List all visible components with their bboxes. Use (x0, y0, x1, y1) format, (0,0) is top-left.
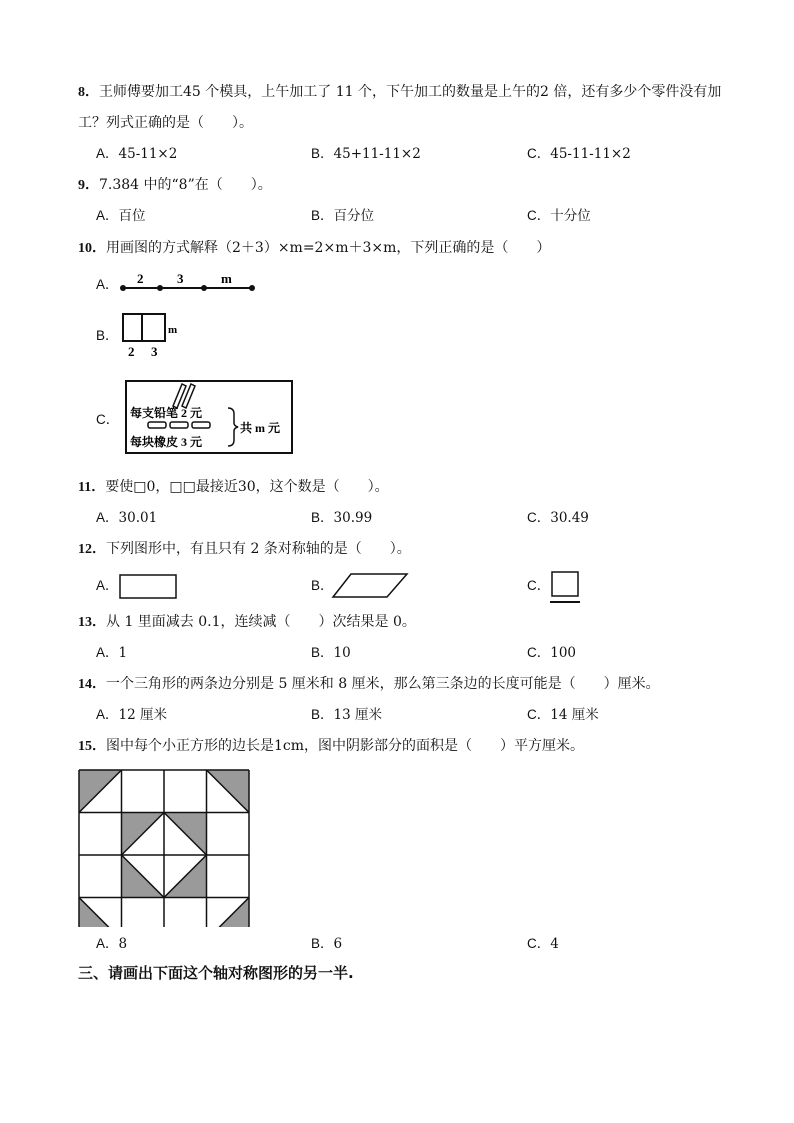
eraser-icon (192, 422, 210, 428)
question-12: 12．下列图形中，有且只有 2 条对称轴的是（ ）。 (78, 541, 411, 557)
question-number: 9 (78, 178, 85, 193)
segment-label: 2 (137, 271, 144, 286)
section-title: 三、请画出下面这个轴对称图形的另一半. (78, 964, 354, 982)
option-a[interactable]: A．12 厘米 (96, 707, 167, 723)
question-number: 8 (78, 85, 85, 100)
option-c[interactable]: C．十分位 (527, 208, 591, 224)
question-9: 9．7.384 中的“8”在（ ）。 (78, 177, 272, 193)
pencil-icon (182, 384, 195, 408)
brace (228, 408, 238, 446)
segment-label: 3 (177, 271, 184, 286)
option-a[interactable]: A． (96, 277, 119, 292)
question-number: 15 (78, 739, 92, 754)
question-15: 15．图中每个小正方形的边长是1cm，图中阴影部分的面积是（ ）平方厘米。 (78, 738, 585, 754)
eraser-icon (170, 422, 188, 428)
question-text: 图中每个小正方形的边长是1cm，图中阴影部分的面积是（ ）平方厘米。 (106, 738, 585, 754)
bottom-label: 2 (128, 344, 135, 359)
question-number: 10 (78, 241, 92, 256)
question-text: 从 1 里面减去 0.1，连续减（ ）次结果是 0。 (106, 614, 416, 630)
pencil-icon (173, 384, 186, 408)
question-text: 要使□0，□□最接近30，这个数是（ ）。 (105, 479, 389, 495)
question-11: 11．要使□0，□□最接近30，这个数是（ ）。 (78, 479, 389, 495)
rectangle-shape (118, 573, 180, 601)
pencil-eraser-figure (118, 376, 298, 458)
question-text: 用画图的方式解释（2＋3）×m=2×m＋3×m，下列正确的是（ ） (106, 240, 551, 256)
option-b[interactable]: B．6 (311, 936, 343, 952)
rectangle-area-figure (118, 310, 188, 360)
shaded-triangle (207, 898, 250, 928)
option-b[interactable]: B． (311, 578, 334, 593)
option-a[interactable]: A．1 (96, 645, 128, 661)
option-a[interactable]: A． (96, 578, 119, 593)
option-c[interactable]: C．4 (527, 936, 559, 952)
option-c[interactable]: C．14 厘米 (527, 707, 599, 723)
question-number: 13 (78, 615, 92, 630)
option-c[interactable]: C．100 (527, 645, 577, 661)
pencil-price: 每支铅笔 2 元 (130, 406, 203, 420)
option-b[interactable]: B． (96, 328, 119, 343)
question-text: 下列图形中，有且只有 2 条对称轴的是（ ）。 (106, 541, 411, 557)
question-14: 14．一个三角形的两条边分别是 5 厘米和 8 厘米，那么第三条边的长度可能是（ ）厘米。 (78, 676, 660, 692)
question-number: 14 (78, 677, 92, 692)
question-8: 8．王师傅要加工45 个模具，上午加工了 11 个，下午加工的数量是上午的2 倍，还有多少个零件没有加 (78, 84, 722, 100)
number-line-figure (118, 268, 258, 296)
option-a[interactable]: A．45-11×2 (96, 146, 178, 162)
question-13: 13．从 1 里面减去 0.1，连续减（ ）次结果是 0。 (78, 614, 416, 630)
option-b[interactable]: B．30.99 (311, 510, 373, 526)
option-c[interactable]: C．45-11-11×2 (527, 146, 631, 162)
question-number: 12 (78, 542, 92, 557)
option-c[interactable]: C．30.49 (527, 510, 589, 526)
eraser-icon (148, 422, 166, 428)
option-c[interactable]: C． (527, 578, 551, 593)
question-text: 王师傅要加工45 个模具，上午加工了 11 个，下午加工的数量是上午的2 倍，还有多少个零件没有加 (99, 84, 722, 100)
total-label: 共 m 元 (240, 421, 280, 435)
question-text: 7.384 中的“8”在（ ）。 (99, 177, 272, 193)
option-b[interactable]: B．百分位 (311, 208, 375, 224)
question-10: 10．用画图的方式解释（2＋3）×m=2×m＋3×m，下列正确的是（ ） (78, 240, 551, 256)
question-text: 一个三角形的两条边分别是 5 厘米和 8 厘米，那么第三条边的长度可能是（ ）厘米。 (106, 676, 660, 692)
segment-label: m (221, 271, 232, 286)
square-shape (549, 570, 583, 606)
question-8-line2: 工？列式正确的是（ ）。 (78, 115, 253, 131)
shaded-triangle (79, 898, 122, 928)
option-c[interactable]: C． (96, 412, 120, 427)
question-number: 11 (78, 480, 92, 495)
option-a[interactable]: A．8 (96, 936, 128, 952)
bottom-label: 3 (151, 344, 158, 359)
parallelogram-shape (331, 572, 411, 600)
option-b[interactable]: B．13 厘米 (311, 707, 382, 723)
shaded-grid-figure (76, 767, 256, 927)
option-b[interactable]: B．10 (311, 645, 351, 661)
eraser-price: 每块橡皮 3 元 (130, 435, 203, 449)
option-b[interactable]: B．45+11-11×2 (311, 146, 421, 162)
option-a[interactable]: A．30.01 (96, 510, 158, 526)
side-label: m (168, 324, 178, 336)
option-a[interactable]: A．百位 (96, 208, 146, 224)
